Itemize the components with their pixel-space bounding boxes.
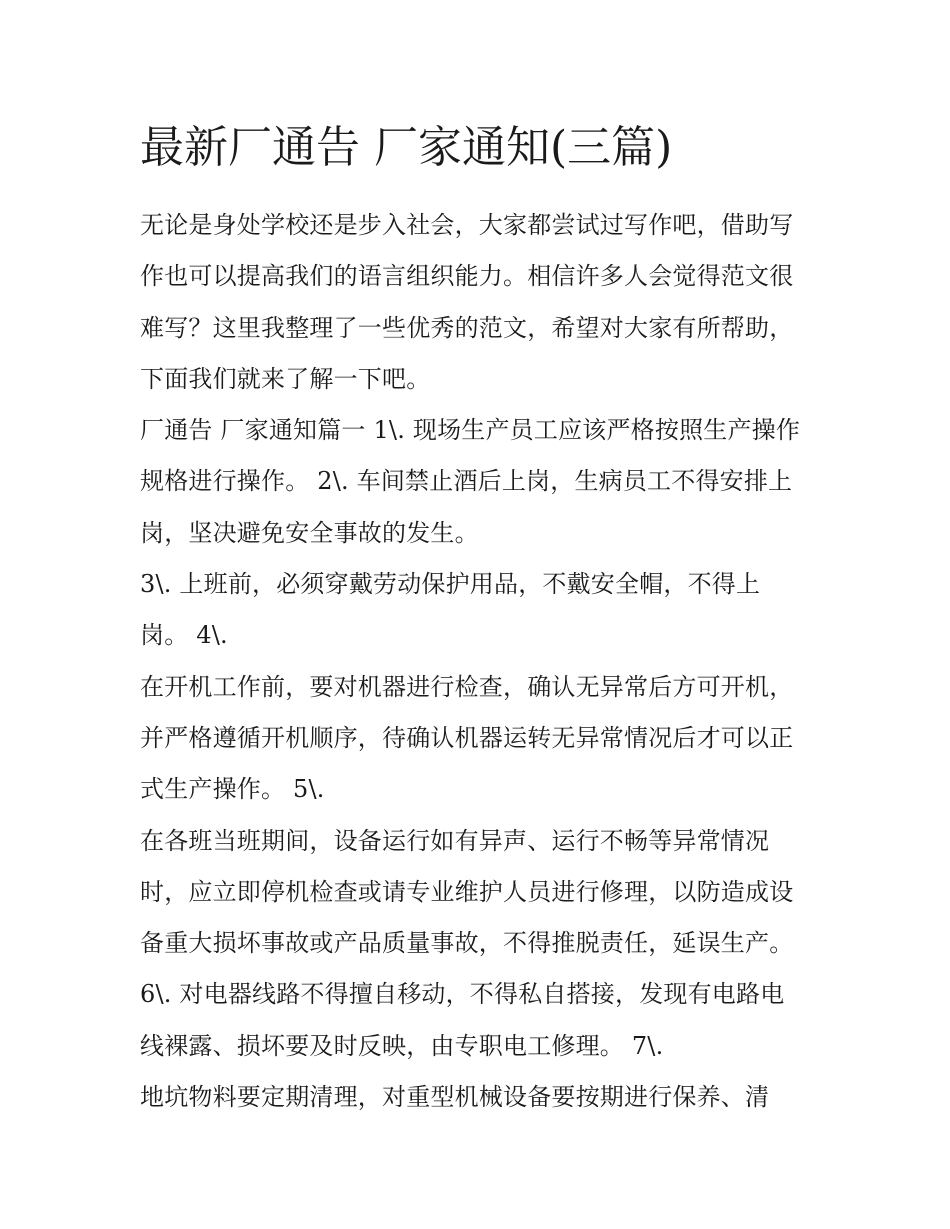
paragraph-line: 并严格遵循开机顺序，待确认机器运转无异常情况后才可以正	[140, 723, 794, 752]
page-title: 最新厂通告 厂家通知(三篇)	[140, 122, 673, 173]
paragraph-notice-3	[140, 559, 820, 662]
paragraph-notice-5	[140, 816, 820, 970]
paragraph-line: 在开机工作前，要对机器进行检查，确认无异常后方可开机，	[140, 672, 794, 701]
paragraph-line: 下面我们就来了解一下吧。	[140, 364, 431, 393]
paragraph-line: 岗，坚决避免安全事故的发生。	[140, 518, 479, 547]
paragraph-line: 线裸露、损坏要及时反映，由专职电工修理。 7\.	[140, 1031, 664, 1060]
document-body	[140, 112, 820, 1123]
paragraph-line: 备重大损坏事故或产品质量事故，不得推脱责任，延误生产。	[140, 929, 794, 958]
paragraph-line: 地坑物料要定期清理，对重型机械设备要按期进行保养、清	[140, 1083, 770, 1112]
paragraph-line: 时，应立即停机检查或请专业维护人员进行修理，以防造成设	[140, 877, 794, 906]
paragraph-line: 作也可以提高我们的语言组织能力。相信许多人会觉得范文很	[140, 262, 794, 291]
paragraph-line: 难写？这里我整理了一些优秀的范文，希望对大家有所帮助，	[140, 313, 794, 342]
paragraph-notice-6	[140, 969, 820, 1072]
paragraph-notice-1	[140, 405, 820, 559]
paragraph-line: 式生产操作。 5\.	[140, 775, 325, 804]
paragraph-notice-4	[140, 662, 820, 816]
paragraph-line: 规格进行操作。 2\. 车间禁止酒后上岗，生病员工不得安排上	[140, 467, 793, 496]
paragraph-intro	[140, 200, 820, 405]
paragraph-notice-7	[140, 1072, 820, 1123]
paragraph-line: 无论是身处学校还是步入社会，大家都尝试过写作吧，借助写	[140, 211, 794, 239]
paragraph-line: 厂通告 厂家通知篇一 1\. 现场生产员工应该严格按照生产操作	[140, 416, 801, 445]
paragraph-line: 3\. 上班前，必须穿戴劳动保护用品，不戴安全帽，不得上	[140, 570, 761, 599]
paragraph-line: 岗。 4\.	[140, 621, 228, 650]
paragraph-line: 6\. 对电器线路不得擅自移动，不得私自搭接，发现有电路电	[140, 980, 785, 1009]
paragraph-line: 在各班当班期间，设备运行如有异声、运行不畅等异常情况	[140, 826, 770, 855]
